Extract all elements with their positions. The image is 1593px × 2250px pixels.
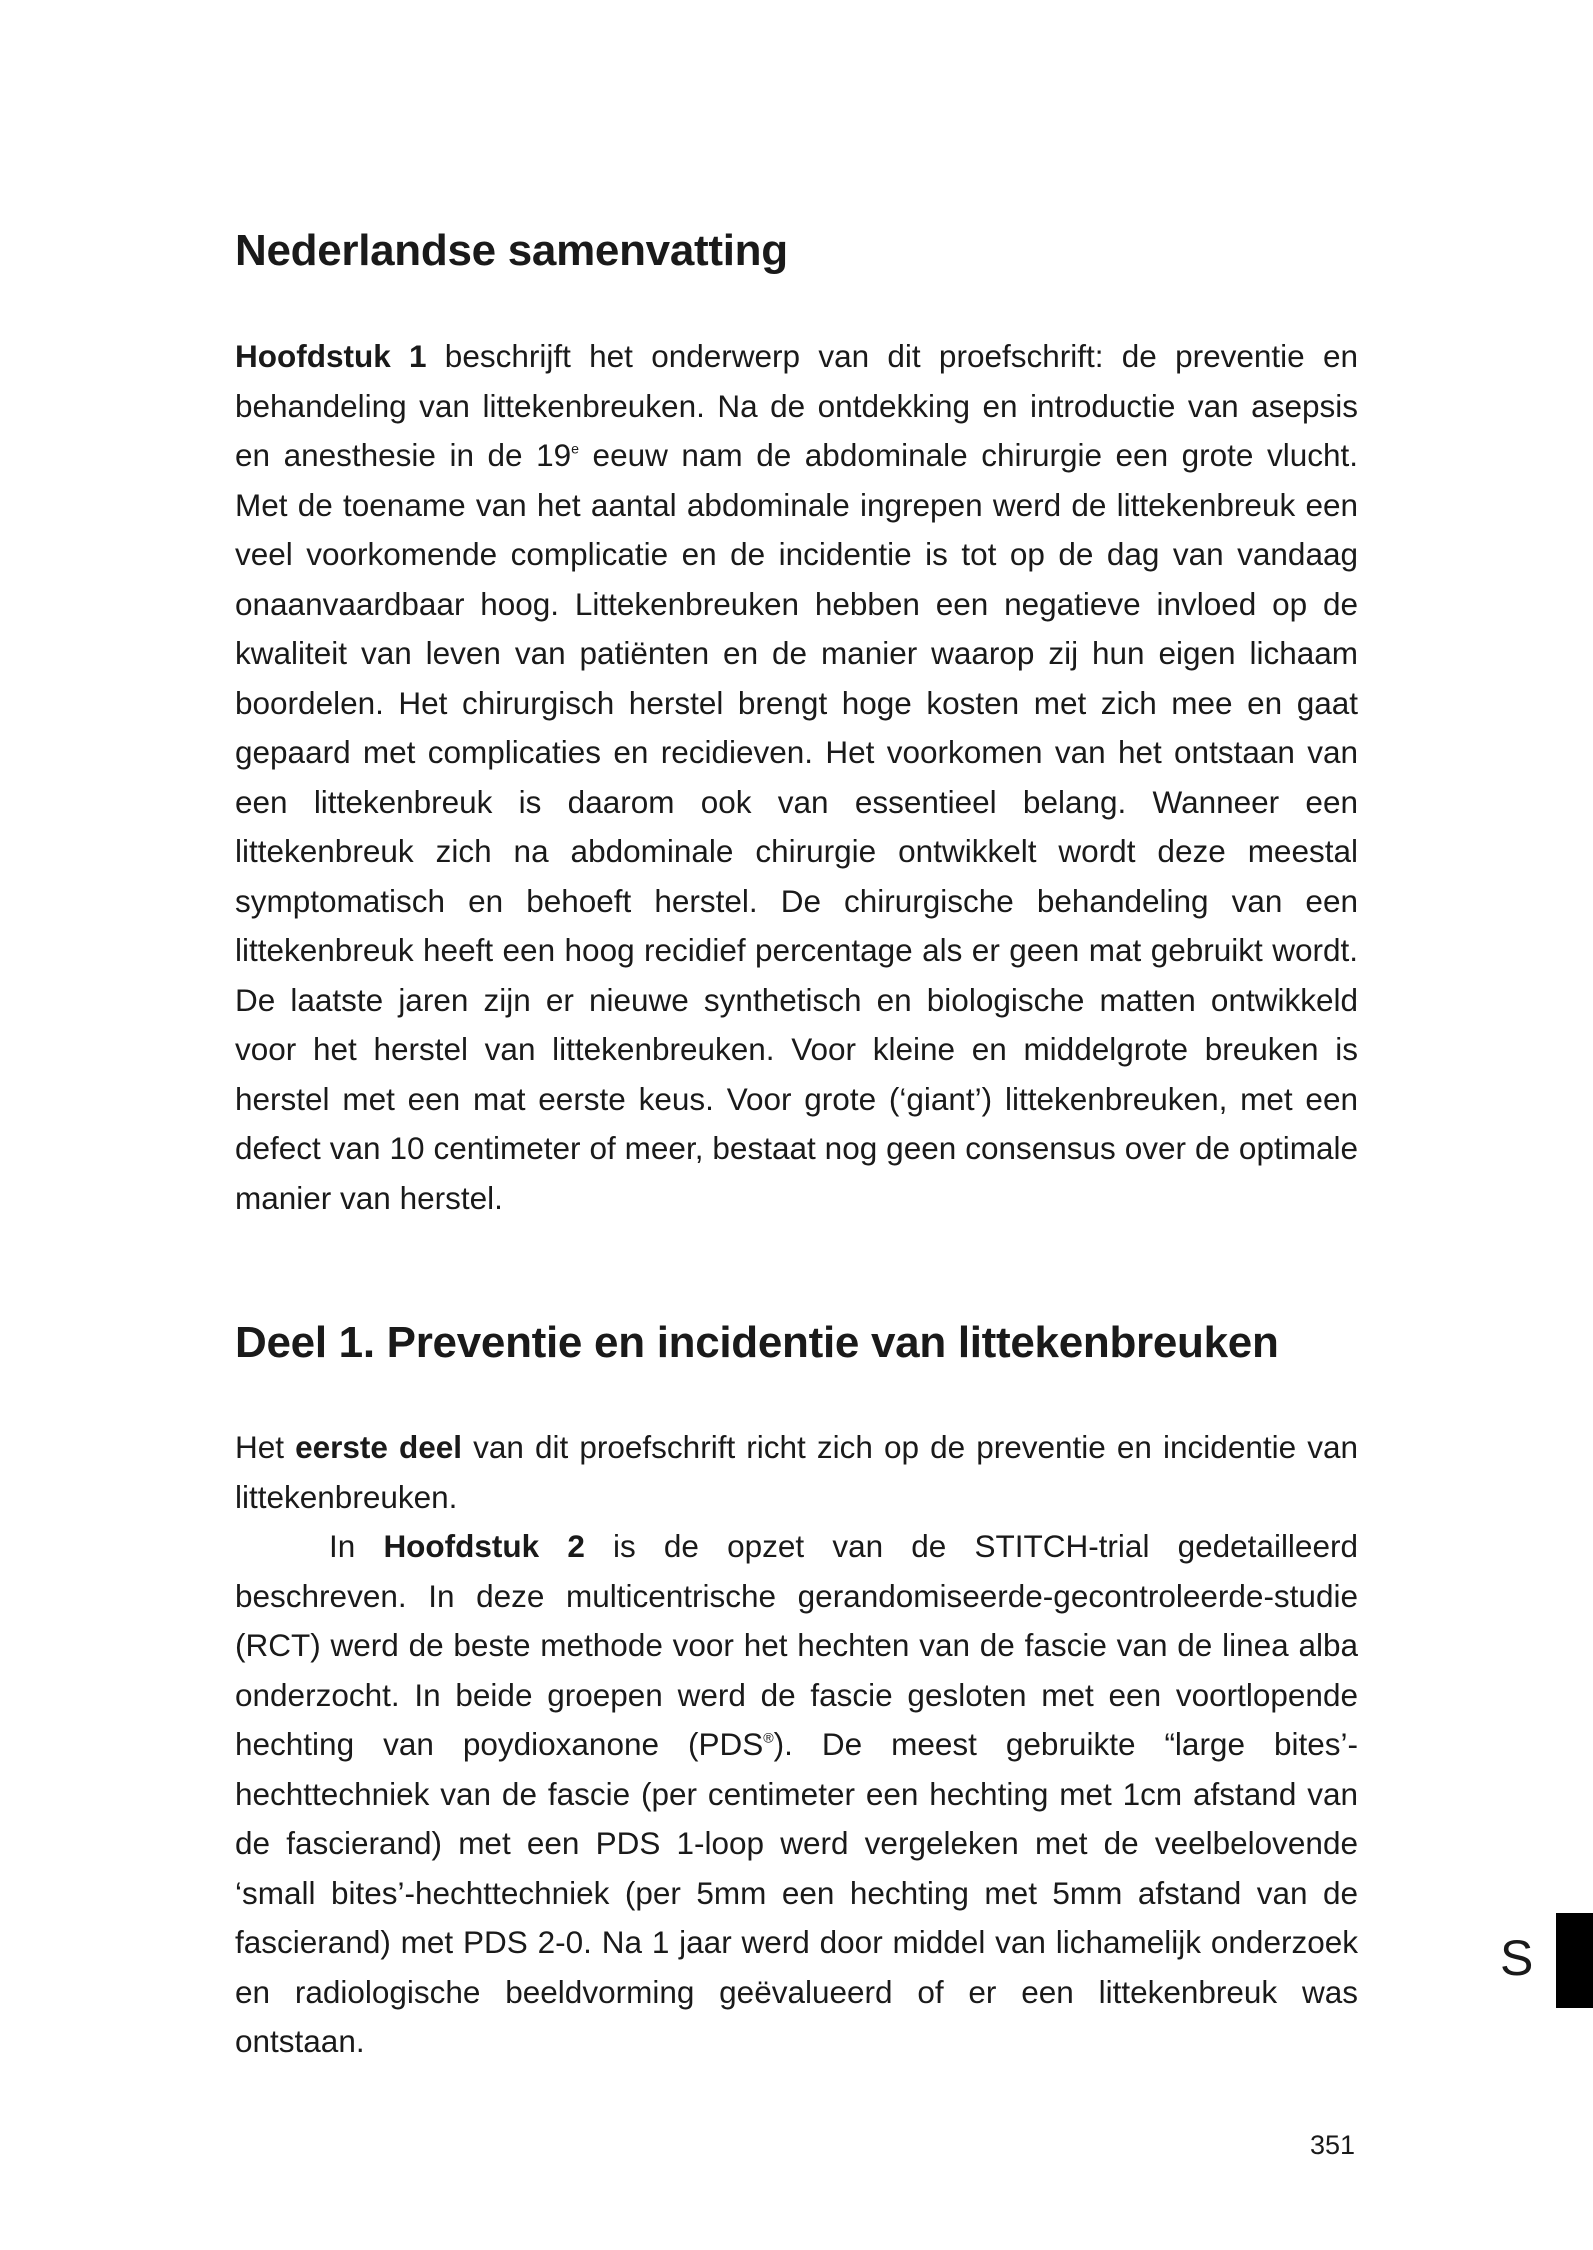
paragraph-text: van dit proefschrift richt zich op de preventie en incidentie van littekenbreuken. — [235, 1429, 1358, 1515]
bold-chapter-1: Hoofdstuk 1 — [235, 338, 427, 374]
bold-chapter-2: Hoofdstuk 2 — [383, 1528, 585, 1564]
side-tab-marker — [1556, 1913, 1593, 2008]
superscript: e — [571, 441, 580, 458]
paragraph-text: beschrijft het onderwerp van dit proefschrift: de preventie en behandeling van littekenbreuken. Na de ontdekking en introductie van asepsis en anesthesie in de 19 — [235, 338, 1358, 473]
bold-first-part: eerste deel — [295, 1429, 463, 1465]
side-tab-letter: S — [1500, 1930, 1534, 1986]
paragraph-text: ). De meest gebruikte “large bites’-hechttechniek van de fascie (per centimeter een hechting met 1cm afstand van de fascierand) met een PDS 1-loop werd vergeleken met de veelbelovende ‘small bites’-hechttechniek (per 5mm een hechting met 5mm afstand van de fascierand) met PDS 2-0. Na 1 jaar werd door middel van lichamelijk onderzoek en radiologische beeldvorming geëvalueerd of er een littekenbreuk was ontstaan. — [235, 1726, 1358, 2059]
registered-mark: ® — [763, 1730, 774, 1747]
paragraph-chapter-2 — [235, 1522, 1358, 2067]
paragraph-text: is de opzet van de STITCH-trial gedetailleerd beschreven. In deze multicentrische gerandomiseerde-gecontroleerde-studie (RCT) werd de beste methode voor het hechten van de fascie van de linea alba onderzocht. In beide groepen werd de fascie gesloten met een voortlopende hechting van poydioxanone (PDS — [235, 1528, 1358, 1762]
paragraph-chapter-1 — [235, 332, 1358, 1223]
paragraph-text: Het — [235, 1429, 296, 1465]
section-title-part-1: Deel 1. Preventie en incidentie van littekenbreuken — [235, 1318, 1279, 1367]
paragraph-text: In — [329, 1528, 384, 1564]
paragraph-text: eeuw nam de abdominale chirurgie een grote vlucht. Met de toename van het aantal abdominale ingrepen werd de littekenbreuk een veel voorkomende complicatie en de incidentie is tot op de dag van vandaag onaanvaardbaar hoog. Littekenbreuken hebben een negatieve invloed op de kwaliteit van leven van patiënten en de manier waarop zij hun eigen lichaam boordelen. Het chirurgisch herstel brengt hoge kosten met zich mee en gaat gepaard met complicaties en recidieven. Het voorkomen van het ontstaan van een littekenbreuk is daarom ook van essentieel belang. Wanneer een littekenbreuk zich na abdominale chirurgie ontwikkelt wordt deze meestal symptomatisch en behoeft herstel. De chirurgische behandeling van een littekenbreuk heeft een hoog recidief percentage als er geen mat gebruikt wordt. De laatste jaren zijn er nieuwe synthetisch en biologische matten ontwikkeld voor het herstel van littekenbreuken. Voor kleine en middelgrote breuken is herstel met een mat eerste keus. Voor grote (‘giant’) littekenbreuken, met een defect van 10 centimeter of meer, bestaat nog geen consensus over de optimale manier van herstel. — [235, 437, 1358, 1216]
section-title-summary: Nederlandse samenvatting — [235, 226, 788, 275]
page-number: 351 — [1310, 2130, 1356, 2160]
paragraph-part-1-intro — [235, 1423, 1358, 1522]
